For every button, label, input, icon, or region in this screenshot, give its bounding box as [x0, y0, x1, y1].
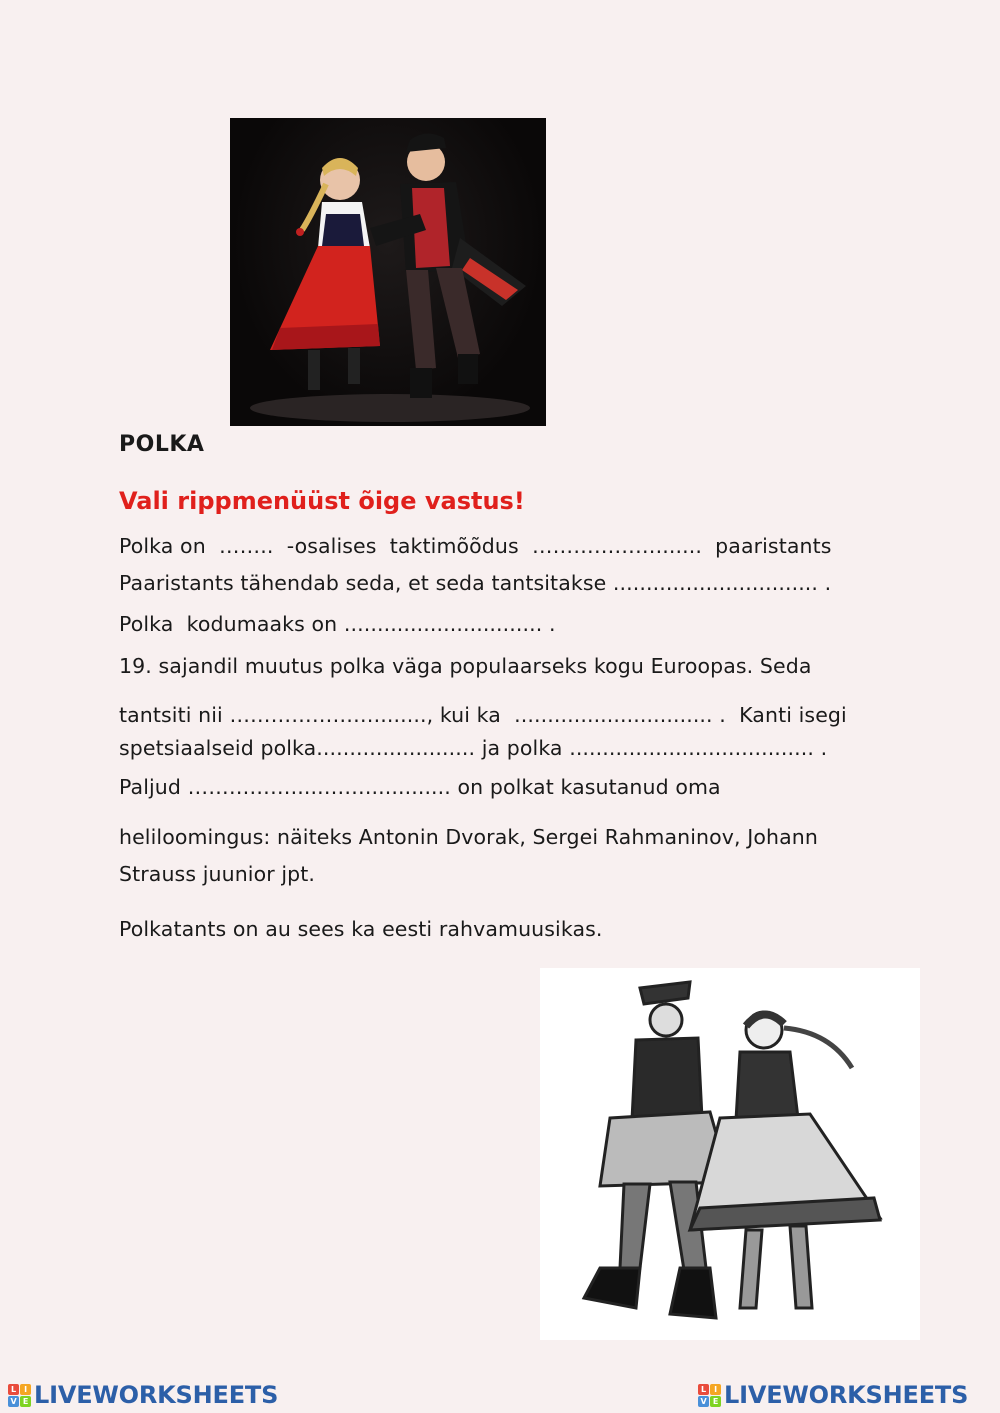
folk-dancers-photo	[230, 118, 546, 426]
folk-dancers-photo-illustration	[230, 118, 546, 426]
worksheet-line: spetsiaalseid polka........................ ja polka ..................................... .	[119, 736, 828, 760]
worksheet-line: Strauss juunior jpt.	[119, 862, 316, 886]
worksheet-line: heliloomingus: näiteks Antonin Dvorak, Sergei Rahmaninov, Johann	[119, 825, 818, 849]
worksheet-line: Paaristants tähendab seda, et seda tantsitakse ............................... .	[119, 571, 832, 595]
liveworksheets-brand-right	[698, 1380, 968, 1410]
liveworksheets-logo-icon: L I V E	[698, 1384, 721, 1407]
worksheet-line: Polkatants on au sees ka eesti rahvamuusikas.	[119, 917, 603, 941]
page-title: POLKA	[119, 432, 205, 457]
brand-text: LIVEWORKSHEETS	[34, 1381, 279, 1409]
worksheet-line: Polka kodumaaks on .............................. .	[119, 612, 556, 636]
worksheet-line: 19. sajandil muutus polka väga populaarseks kogu Euroopas. Seda	[119, 654, 812, 678]
instruction-text: Vali rippmenüüst õige vastus!	[119, 487, 525, 515]
brand-text: LIVEWORKSHEETS	[724, 1381, 969, 1409]
folk-dancers-sketch-illustration	[540, 968, 920, 1340]
worksheet-line: tantsiti nii …………………........, kui ka .............................. . Kanti isegi	[119, 703, 847, 727]
worksheet-line: Paljud …………….....……............. on polkat kasutanud oma	[119, 775, 721, 799]
liveworksheets-brand-left	[8, 1380, 278, 1410]
worksheet-line: Polka on …….. -osalises taktimõõdus ………………....... paaristants	[119, 534, 832, 558]
liveworksheets-logo-icon: L I V E	[8, 1384, 31, 1407]
folk-dancers-sketch	[540, 968, 920, 1340]
